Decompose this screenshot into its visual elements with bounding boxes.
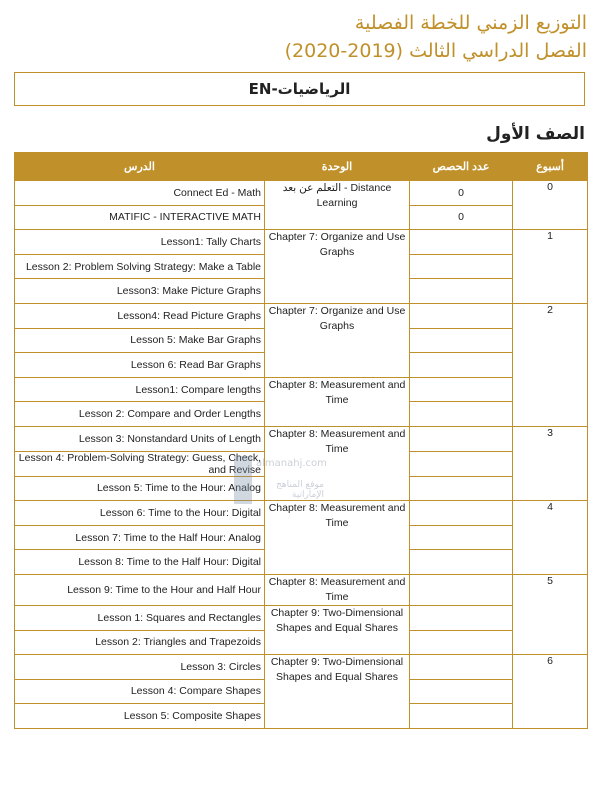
count-cell [410,525,513,550]
week-cell: 6 [513,655,588,729]
table-header-row [15,153,588,181]
header-week: أسبوع [513,153,588,181]
header-unit: الوحدة [265,153,410,181]
lesson-cell: Lesson 1: Squares and Rectangles [15,605,265,630]
lesson-cell: Lesson 5: Composite Shapes [15,704,265,729]
lesson-cell: Lesson 3: Nonstandard Units of Length [15,426,265,451]
count-cell [410,402,513,427]
week-cell: 5 [513,574,588,654]
count-cell [410,254,513,279]
table-row [15,655,588,680]
count-cell [410,303,513,328]
count-cell [410,704,513,729]
count-cell [410,550,513,575]
count-cell: 0 [410,181,513,206]
lesson-cell: Lesson3: Make Picture Graphs [15,279,265,304]
grade-heading: الصف الأول [486,124,585,144]
count-cell [410,230,513,255]
unit-cell: التعلم عن بعد - Distance Learning [265,181,410,230]
lesson-cell: Lesson 6: Read Bar Graphs [15,353,265,378]
table-row [15,574,588,605]
lesson-cell: Lesson 9: Time to the Hour and Half Hour [15,574,265,605]
table-row [15,605,588,630]
subject-box [14,72,585,106]
lesson-cell: Lesson1: Compare lengths [15,377,265,402]
count-cell [410,630,513,655]
lesson-cell: Lesson1: Tally Charts [15,230,265,255]
unit-cell: Chapter 8: Measurement and Time [265,426,410,500]
schedule-table [14,152,588,729]
count-cell [410,328,513,353]
count-cell [410,679,513,704]
week-cell: 3 [513,426,588,500]
unit-cell: Chapter 8: Measurement and Time [265,574,410,605]
count-cell [410,476,513,501]
count-cell [410,353,513,378]
lesson-cell: Lesson 2: Triangles and Trapezoids [15,630,265,655]
watermark-url: almanahj.com [256,458,327,469]
header-count: عدد الحصص [410,153,513,181]
lesson-cell: MATIFIC - INTERACTIVE MATH [15,205,265,230]
count-cell [410,605,513,630]
page-title-line2: الفصل الدراسي الثالث (2019-2020) [284,40,587,62]
lesson-cell: Lesson 7: Time to the Half Hour: Analog [15,525,265,550]
lesson-cell: Connect Ed - Math [15,181,265,206]
subject-label: الرياضيات-EN [248,80,351,98]
count-cell: 0 [410,205,513,230]
lesson-cell: Lesson 5: Time to the Hour: Analog [15,476,265,501]
table-row [15,426,588,451]
week-cell: 1 [513,230,588,304]
table-row [15,501,588,526]
table-row [15,181,588,206]
week-cell: 2 [513,303,588,426]
lesson-cell: Lesson4: Read Picture Graphs [15,303,265,328]
unit-cell: Chapter 9: Two-Dimensional Shapes and Equal Shares [265,605,410,654]
count-cell [410,279,513,304]
unit-cell: Chapter 8: Measurement and Time [265,501,410,575]
lesson-cell: Lesson 4: Problem-Solving Strategy: Guess, Check, and Revise [15,451,265,476]
page-title-line1: التوزيع الزمني للخطة الفصلية [354,12,587,34]
unit-cell: Chapter 7: Organize and Use Graphs [265,303,410,377]
table-row [15,303,588,328]
count-cell [410,451,513,476]
lesson-cell: Lesson 5: Make Bar Graphs [15,328,265,353]
count-cell [410,501,513,526]
week-cell: 0 [513,181,588,230]
count-cell [410,426,513,451]
count-cell [410,574,513,605]
lesson-cell: Lesson 2: Problem Solving Strategy: Make a Table [15,254,265,279]
lesson-cell: Lesson 2: Compare and Order Lengths [15,402,265,427]
lesson-cell: Lesson 3: Circles [15,655,265,680]
header-lesson: الدرس [15,153,265,181]
lesson-cell: Lesson 8: Time to the Half Hour: Digital [15,550,265,575]
unit-cell: Chapter 9: Two-Dimensional Shapes and Equal Shares [265,655,410,729]
lesson-cell: Lesson 6: Time to the Hour: Digital [15,501,265,526]
week-cell: 4 [513,501,588,575]
unit-cell: Chapter 8: Measurement and Time [265,377,410,426]
table-row [15,377,588,402]
count-cell [410,655,513,680]
table-row [15,230,588,255]
lesson-cell: Lesson 4: Compare Shapes [15,679,265,704]
watermark-text: موقع المناهج الإماراتية [276,480,324,500]
unit-cell: Chapter 7: Organize and Use Graphs [265,230,410,304]
count-cell [410,377,513,402]
